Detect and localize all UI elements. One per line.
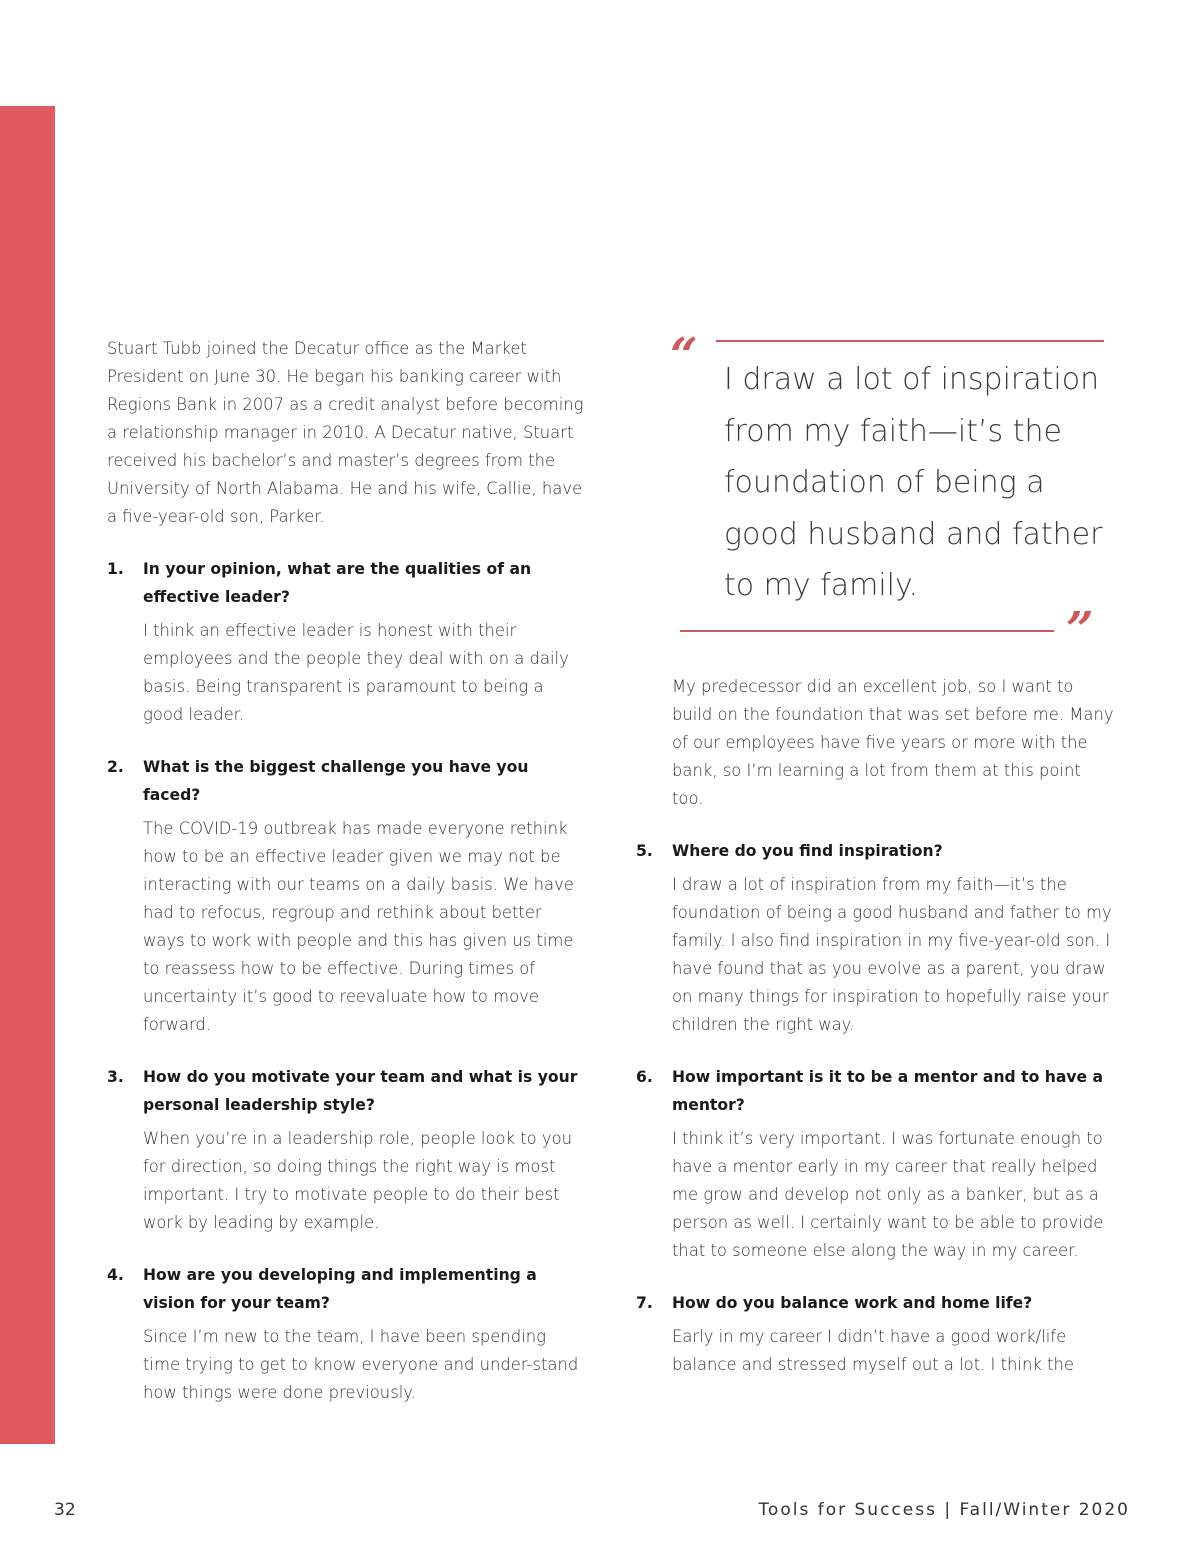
question-number: 7.: [636, 1294, 653, 1312]
question-text: What is the biggest challenge you have you faced?: [143, 758, 529, 804]
accent-side-bar: [0, 106, 55, 1444]
question-4: [107, 1261, 587, 1317]
qa-item-1: [107, 555, 587, 729]
question-3: [107, 1063, 587, 1119]
question-1: [107, 555, 587, 611]
open-quote-mark: “: [670, 328, 698, 384]
answer-6: I think it’s very important. I was fortunate enough to have a mentor early in my career that really helped me grow and develop not only as a banker, but as a person as well. I certainly want to be able to provide that to someone else along the way in my career.: [672, 1129, 1104, 1260]
qa-item-4: [107, 1261, 587, 1407]
answer-1: I think an effective leader is honest with their employees and the people they deal with on a daily basis. Being transparent is paramount to being a good leader.: [143, 621, 569, 724]
answer-5: I draw a lot of inspiration from my faith—it’s the foundation of being a good husband and father to my family. I also find inspiration in my five-year-old son. I have found that as you evolve as a parent, you draw on many things for inspiration to hopefully raise your children the right way.: [672, 875, 1112, 1034]
question-number: 6.: [636, 1068, 653, 1086]
question-number: 1.: [107, 560, 124, 578]
qa-item-6: [636, 1063, 1116, 1265]
question-2: [107, 753, 587, 809]
question-text: In your opinion, what are the qualities of an effective leader?: [143, 560, 532, 606]
right-column: [636, 673, 1116, 1379]
pull-quote: [660, 328, 1110, 658]
intro-paragraph: Stuart Tubb joined the Decatur office as the Market President on June 30. He began his banking career with Regions Bank in 2007 as a credit analyst before becoming a relationship manager in 2010. A Decatur native, Stuart received his bachelor’s and master’s degrees from the University of North Alabama. He and his wife, Callie, have a five-year-old son, Parker.: [107, 339, 584, 526]
qa-item-7: [636, 1289, 1116, 1379]
question-7: [636, 1289, 1116, 1317]
page-number: 32: [54, 1500, 76, 1520]
question-5: [636, 837, 1116, 865]
pull-quote-top-rule: [716, 340, 1104, 342]
question-number: 3.: [107, 1068, 124, 1086]
pull-quote-text: I draw a lot of inspiration from my faith—it’s the foundation of being a good husband and father to my family.: [724, 362, 1103, 603]
qa-item-4-continued: [636, 673, 1116, 813]
question-number: 2.: [107, 758, 124, 776]
qa-item-5: [636, 837, 1116, 1039]
qa-item-2: [107, 753, 587, 1039]
answer-3: When you’re in a leadership role, people look to you for direction, so doing things the right way is most important. I try to motivate people to do their best work by leading by example.: [143, 1129, 573, 1232]
question-number: 5.: [636, 842, 653, 860]
answer-7: Early in my career I didn’t have a good work/life balance and stressed myself out a lot. I think the: [672, 1327, 1074, 1374]
question-text: Where do you find inspiration?: [672, 842, 943, 860]
answer-4-continued: My predecessor did an excellent job, so I want to build on the foundation that was set before me. Many of our employees have five years or more with the bank, so I’m learning a lot from them at this point too.: [672, 677, 1114, 808]
question-text: How important is it to be a mentor and to have a mentor?: [672, 1068, 1104, 1114]
answer-2: The COVID-19 outbreak has made everyone rethink how to be an effective leader given we may not be interacting with our teams on a daily basis. We have had to refocus, regroup and rethink about better ways to work with people and this has given us time to reassess how to be effective. During times of uncertainty it’s good to reevaluate how to move forward.: [143, 819, 574, 1034]
question-number: 4.: [107, 1266, 124, 1284]
question-text: How do you balance work and home life?: [672, 1294, 1033, 1312]
pull-quote-bottom-rule: [680, 630, 1054, 632]
question-text: How do you motivate your team and what is your personal leadership style?: [143, 1068, 578, 1114]
qa-item-3: [107, 1063, 587, 1237]
publication-footer: Tools for Success | Fall/Winter 2020: [758, 1500, 1130, 1520]
left-column: [107, 335, 587, 1407]
question-6: [636, 1063, 1116, 1119]
close-quote-mark: ”: [1066, 602, 1094, 658]
answer-4: Since I’m new to the team, I have been spending time trying to get to know everyone and under-stand how things were done previously.: [143, 1327, 579, 1402]
question-text: How are you developing and implementing a vision for your team?: [143, 1266, 537, 1312]
